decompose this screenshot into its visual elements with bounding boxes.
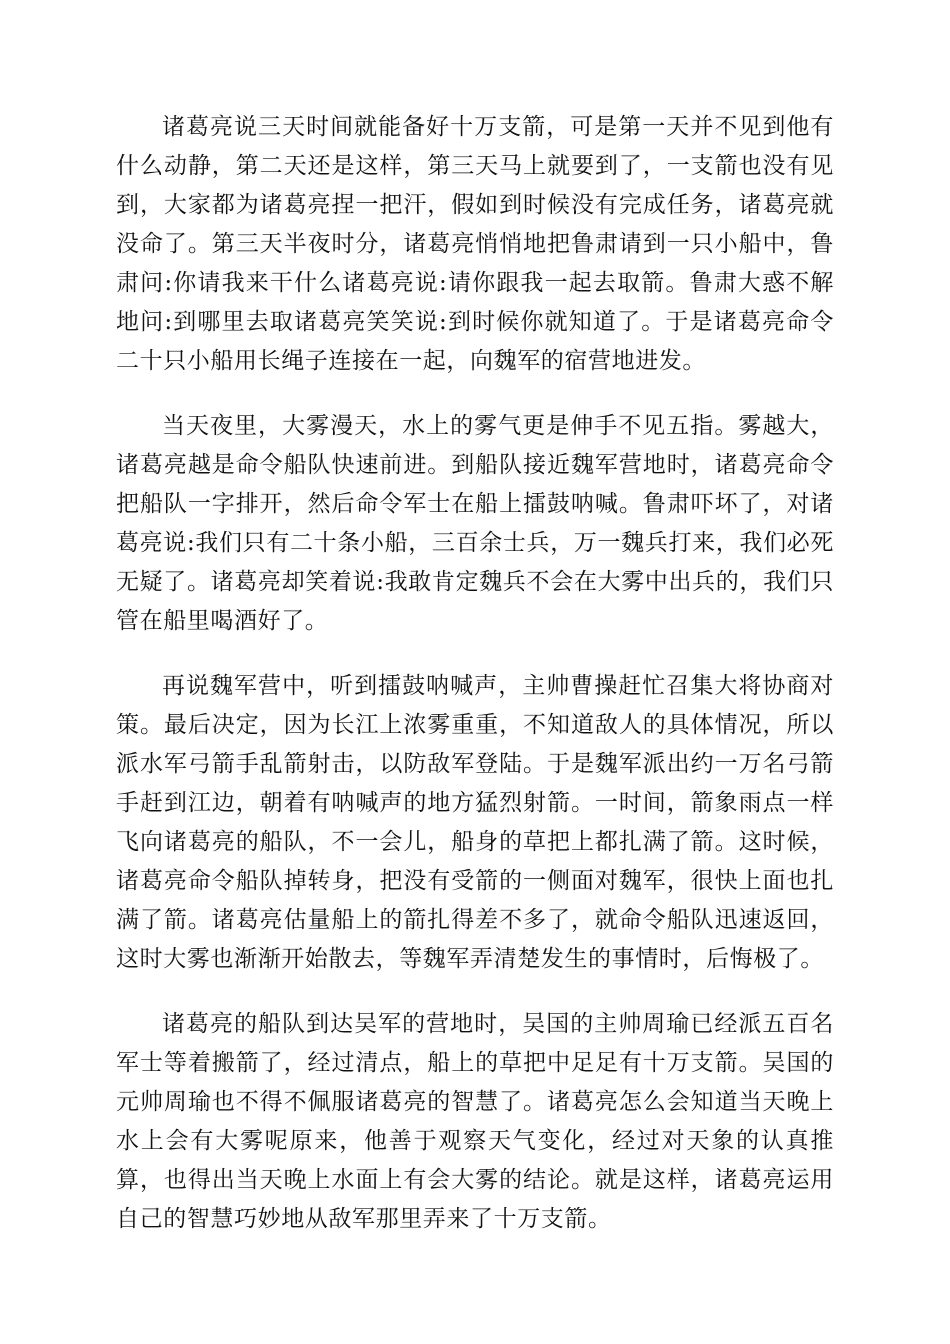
paragraph-1: 诸葛亮说三天时间就能备好十万支箭，可是第一天并不见到他有什么动静，第二天还是这样，第三天马上就要到了，一支箭也没有见到，大家都为诸葛亮捏一把汗，假如到时候没有完成任务，诸葛亮就没命了。第三天半夜时分，诸葛亮悄悄地把鲁肃请到一只小船中，鲁肃问:你请我来干什么诸葛亮说:请你跟我一起去取箭。鲁肃大惑不解地问:到哪里去取诸葛亮笑笑说:到时候你就知道了。于是诸葛亮命令二十只小船用长绳子连接在一起，向魏军的宿营地进发。 — [116, 114, 834, 374]
paragraph-3: 再说魏军营中，听到擂鼓呐喊声，主帅曹操赶忙召集大将协商对策。最后决定，因为长江上浓雾重重，不知道敌人的具体情况，所以派水军弓箭手乱箭射击，以防敌军登陆。于是魏军派出约一万名弓箭手赶到江边，朝着有呐喊声的地方猛烈射箭。一时间，箭象雨点一样飞向诸葛亮的船队，不一会儿，船身的草把上都扎满了箭。这时候，诸葛亮命令船队掉转身，把没有受箭的一侧面对魏军，很快上面也扎满了箭。诸葛亮估量船上的箭扎得差不多了，就命令船队迅速返回，这时大雾也渐渐开始散去，等魏军弄清楚发生的事情时，后悔极了。 — [116, 673, 834, 972]
paragraph-2: 当天夜里，大雾漫天，水上的雾气更是伸手不见五指。雾越大，诸葛亮越是命令船队快速前进。到船队接近魏军营地时，诸葛亮命令把船队一字排开，然后命令军士在船上擂鼓呐喊。鲁肃吓坏了，对诸葛亮说:我们只有二十条小船，三百余士兵，万一魏兵打来，我们必死无疑了。诸葛亮却笑着说:我敢肯定魏兵不会在大雾中出兵的，我们只管在船里喝酒好了。 — [116, 413, 834, 634]
document-body — [116, 108, 834, 1239]
paragraph-4: 诸葛亮的船队到达吴军的营地时，吴国的主帅周瑜已经派五百名军士等着搬箭了，经过清点，船上的草把中足足有十万支箭。吴国的元帅周瑜也不得不佩服诸葛亮的智慧了。诸葛亮怎么会知道当天晚上水上会有大雾呢原来，他善于观察天气变化，经过对天象的认真推算，也得出当天晚上水面上有会大雾的结论。就是这样，诸葛亮运用自己的智慧巧妙地从敌军那里弄来了十万支箭。 — [116, 1011, 834, 1232]
